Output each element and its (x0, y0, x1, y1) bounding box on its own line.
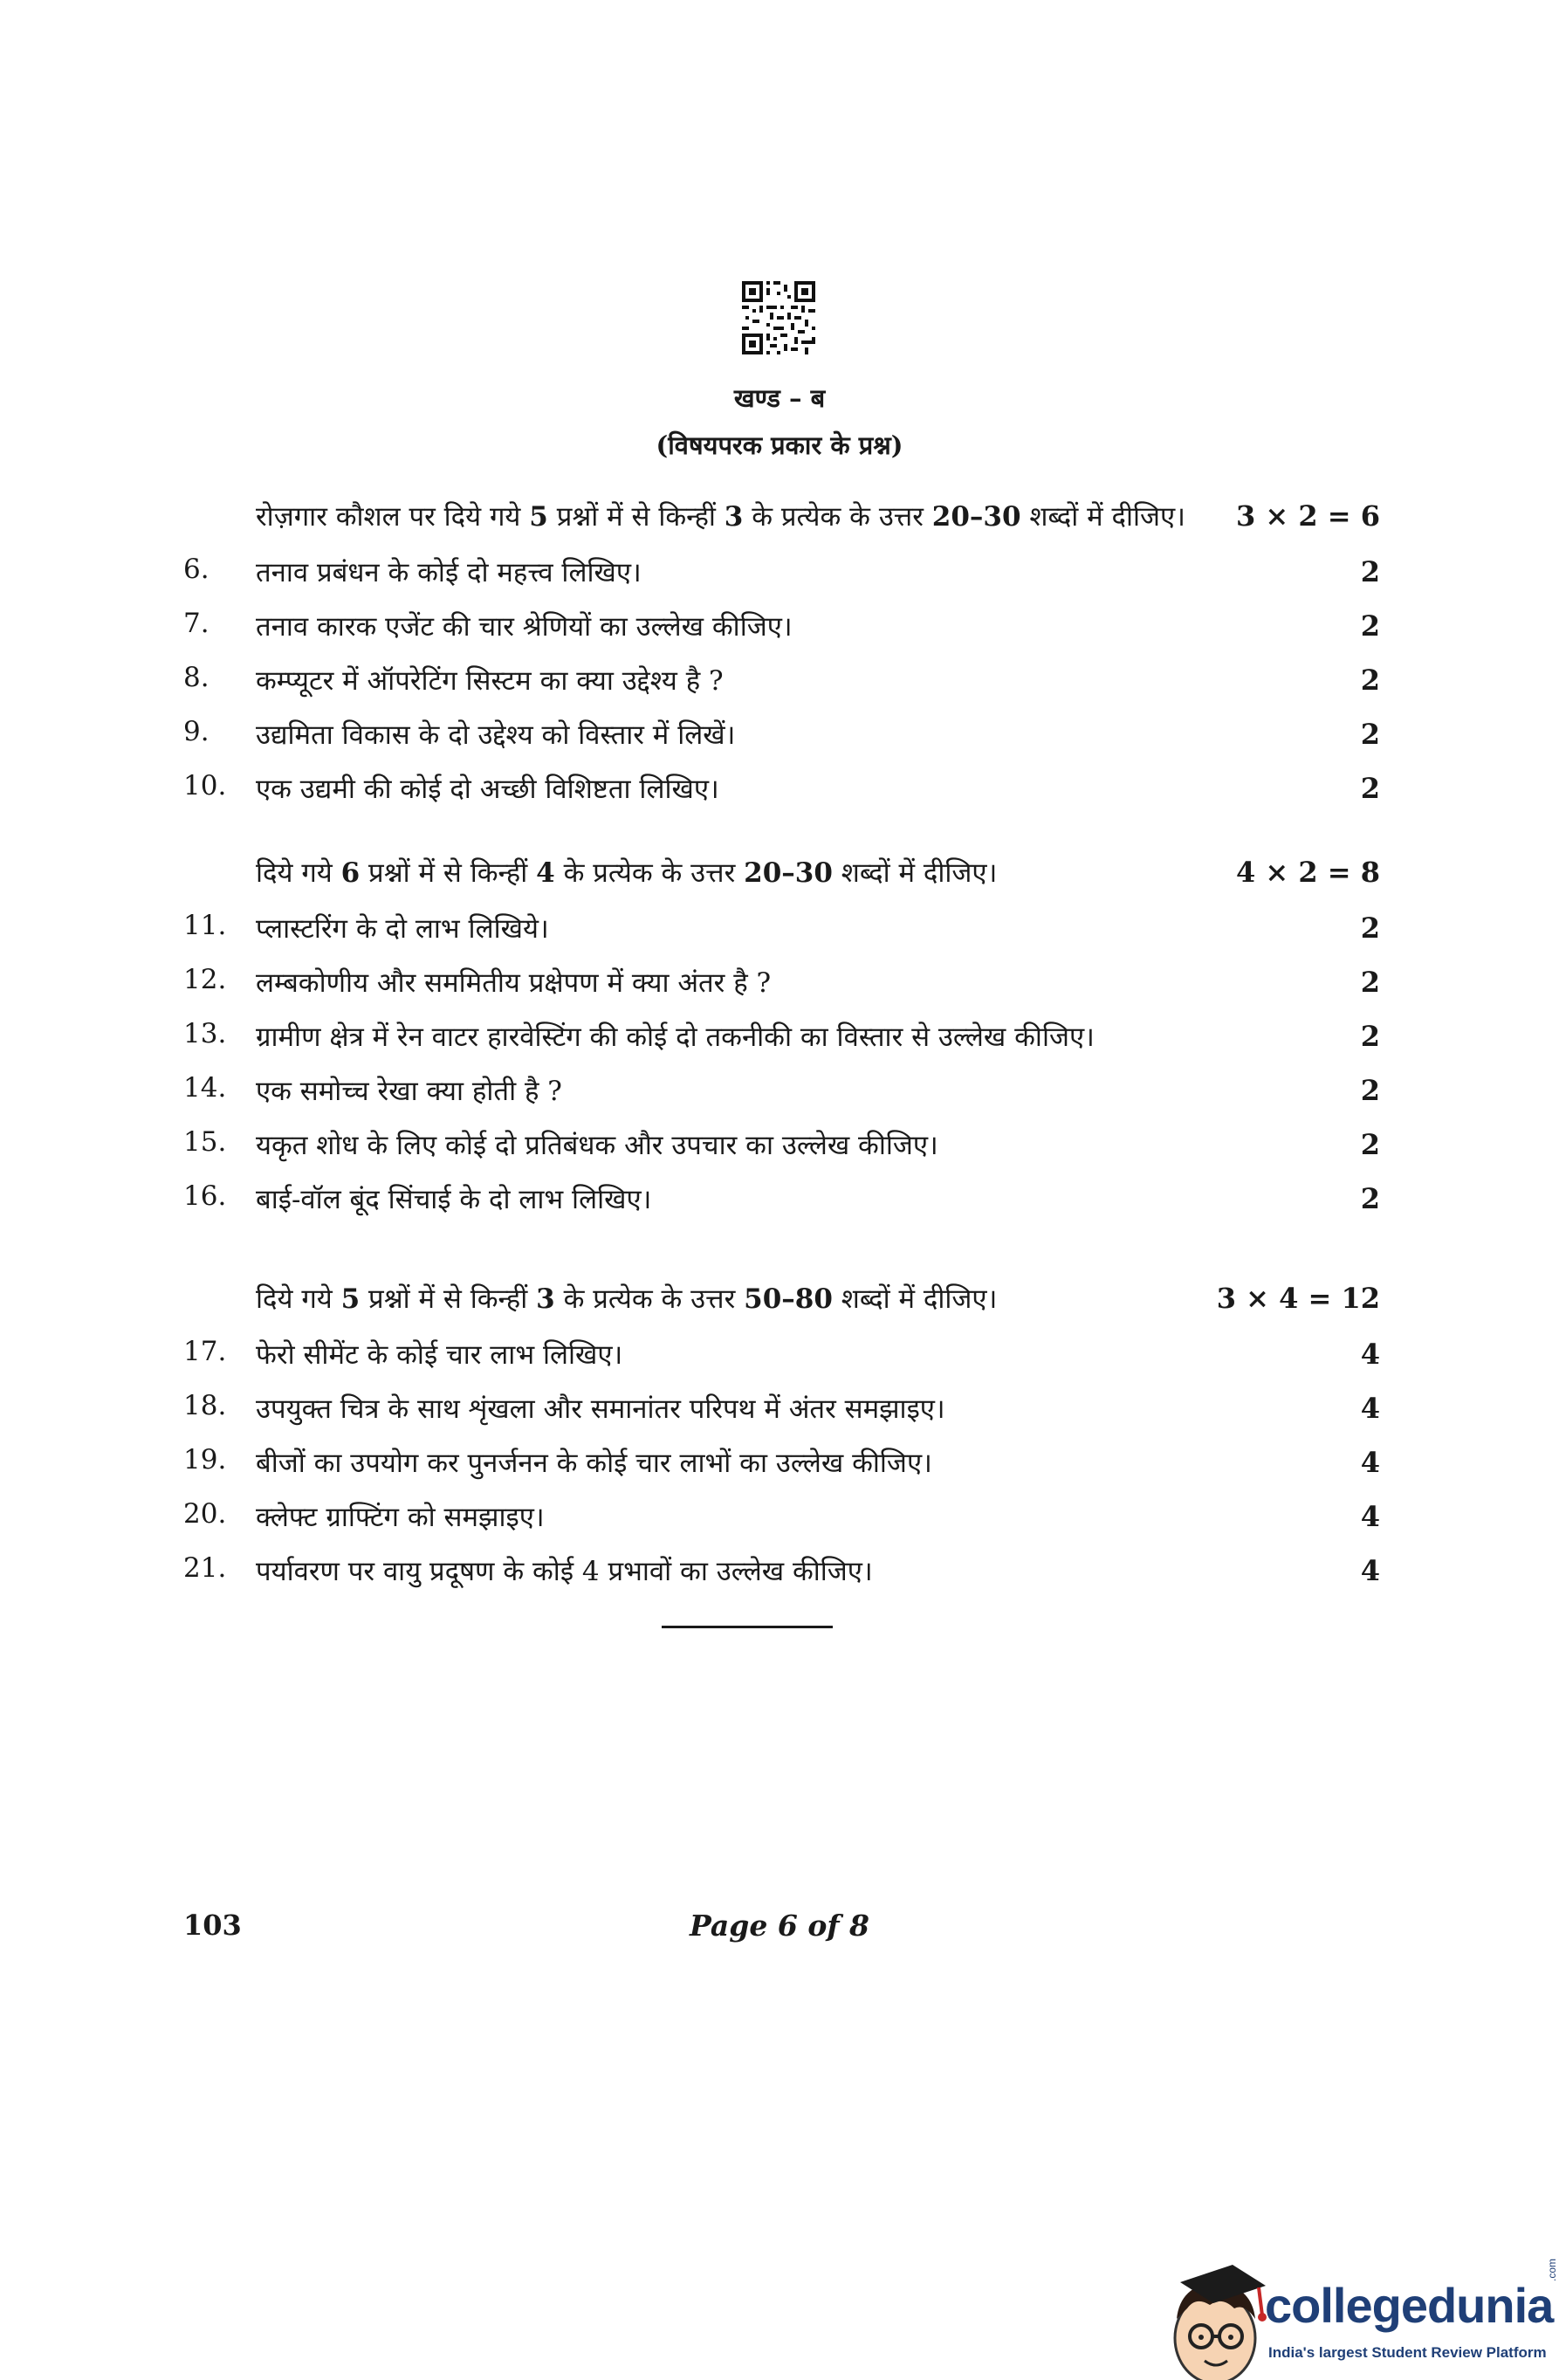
paper-code: 103 (183, 1909, 242, 1942)
question-number: 16. (183, 1180, 227, 1212)
question-marks: 2 (1360, 1128, 1380, 1161)
qr-code-icon (740, 279, 817, 356)
question-text: एक समोच्च रेखा क्या होती है ? (256, 1076, 562, 1107)
question-number: 8. (183, 662, 209, 693)
question-number: 12. (183, 964, 227, 995)
group-2-marks: 4 × 2 = 8 (1236, 856, 1380, 889)
question-marks: 2 (1360, 1020, 1380, 1053)
question-marks: 2 (1360, 664, 1380, 697)
question-marks: 4 (1360, 1446, 1380, 1479)
group-3-marks: 3 × 4 = 12 (1216, 1282, 1380, 1315)
question-marks: 2 (1360, 609, 1380, 643)
question-number: 20. (183, 1498, 227, 1530)
question-text: पर्यावरण पर वायु प्रदूषण के कोई 4 प्रभावों का उल्लेख कीजिए। (256, 1556, 873, 1587)
question-number: 14. (183, 1072, 227, 1104)
question-text: क्लेफ्ट ग्राफ्टिंग को समझाइए। (256, 1502, 545, 1533)
question-marks: 4 (1360, 1554, 1380, 1587)
question-number: 21. (183, 1552, 227, 1584)
question-text: कम्प्यूटर में ऑपरेटिंग सिस्टम का क्या उद्देश्य है ? (256, 665, 724, 697)
question-text: फेरो सीमेंट के कोई चार लाभ लिखिए। (256, 1339, 623, 1371)
group-1-instruction: रोज़गार कौशल पर दिये गये 5 प्रश्नों में से किन्हीं 3 के प्रत्येक के उत्तर 20–30 शब्दों में दीजिए। (256, 501, 1185, 533)
question-text: उद्यमिता विकास के दो उद्देश्य को विस्तार में लिखें। (256, 719, 736, 751)
brand-suffix: .com (1546, 2258, 1558, 2281)
group-3-instruction: दिये गये 5 प्रश्नों में से किन्हीं 3 के प्रत्येक के उत्तर 50–80 शब्दों में दीजिए। (256, 1283, 998, 1315)
question-text: प्लास्टरिंग के दो लाभ लिखिये। (256, 913, 549, 945)
question-text: ग्रामीण क्षेत्र में रेन वाटर हारवेस्टिंग की कोई दो तकनीकी का विस्तार से उल्लेख कीजिए। (256, 1021, 1095, 1053)
question-marks: 2 (1360, 1182, 1380, 1215)
question-text: बाई-वॉल बूंद सिंचाई के दो लाभ लिखिए। (256, 1184, 652, 1215)
question-number: 9. (183, 716, 209, 747)
question-marks: 2 (1360, 966, 1380, 999)
question-text: उपयुक्त चित्र के साथ शृंखला और समानांतर परिपथ में अंतर समझाइए। (256, 1393, 945, 1425)
section-title: खण्ड – ब (733, 383, 826, 413)
end-rule (662, 1626, 833, 1628)
question-text: तनाव प्रबंधन के कोई दो महत्त्व लिखिए। (256, 557, 642, 588)
question-number: 17. (183, 1336, 227, 1367)
brand-name: collegedunia (1265, 2278, 1554, 2333)
question-number: 15. (183, 1126, 227, 1158)
question-text: एक उद्यमी की कोई दो अच्छी विशिष्टता लिखिए। (256, 774, 719, 805)
group-2-instruction: दिये गये 6 प्रश्नों में से किन्हीं 4 के प्रत्येक के उत्तर 20–30 शब्दों में दीजिए। (256, 857, 998, 889)
question-number: 7. (183, 608, 209, 639)
question-number: 13. (183, 1018, 227, 1049)
question-number: 19. (183, 1444, 227, 1475)
question-text: लम्बकोणीय और सममितीय प्रक्षेपण में क्या अंतर है ? (256, 967, 772, 999)
question-number: 11. (183, 910, 227, 941)
question-marks: 2 (1360, 911, 1380, 945)
question-marks: 2 (1360, 772, 1380, 805)
question-marks: 2 (1360, 1074, 1380, 1107)
question-text: तनाव कारक एजेंट की चार श्रेणियों का उल्लेख कीजिए। (256, 611, 793, 643)
question-number: 10. (183, 770, 227, 801)
page-number: Page 6 of 8 (690, 1909, 869, 1943)
question-text: बीजों का उपयोग कर पुनर्जनन के कोई चार लाभों का उल्लेख कीजिए। (256, 1448, 932, 1479)
question-marks: 4 (1360, 1338, 1380, 1371)
question-number: 18. (183, 1390, 227, 1421)
question-marks: 4 (1360, 1392, 1380, 1425)
question-number: 6. (183, 554, 209, 585)
brand-tagline: India's largest Student Review Platform (1268, 2344, 1547, 2361)
question-text: यकृत शोध के लिए कोई दो प्रतिबंधक और उपचार का उल्लेख कीजिए। (256, 1130, 938, 1161)
question-marks: 4 (1360, 1500, 1380, 1533)
group-1-marks: 3 × 2 = 6 (1236, 499, 1380, 533)
question-marks: 2 (1360, 555, 1380, 588)
question-marks: 2 (1360, 718, 1380, 751)
section-subtitle: (विषयपरक प्रकार के प्रश्न) (656, 430, 903, 460)
